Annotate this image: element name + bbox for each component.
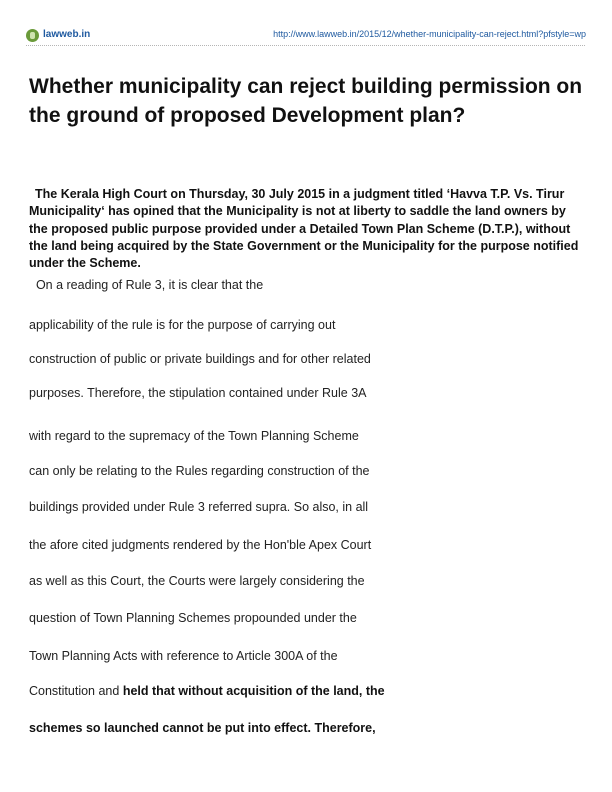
article-title: Whether municipality can reject building permission on the ground of proposed Development plan? <box>29 75 583 127</box>
body-line-10: question of Town Planning Schemes propounded under the <box>29 611 357 625</box>
body-line-12 <box>29 684 385 698</box>
page-header <box>26 26 586 44</box>
body-line-12-bold: held that without acquisition of the land, the <box>122 684 385 698</box>
body-line-13 <box>29 721 376 735</box>
site-name[interactable]: lawweb.in <box>43 29 91 40</box>
body-line-1: On a reading of Rule 3, it is clear that the <box>29 278 264 292</box>
article-lead-text: The Kerala High Court on Thursday, 30 July 2015 in a judgment titled ‘Havva T.P. Vs. Tirur Municipality‘ has opined that the Municipality is not at liberty to saddle the land owners by the proposed public purpose provided under a Detailed Town Plan Scheme (D.T.P.), without the land being acquired by the State Government or the Municipality for the purpose notified under the Scheme. <box>29 187 579 271</box>
body-line-6: can only be relating to the Rules regarding construction of the <box>29 464 370 478</box>
page-url[interactable]: http://www.lawweb.in/2015/12/whether-municipality-can-reject.html?pfstyle=wp <box>273 29 586 39</box>
article-lead <box>29 186 584 272</box>
body-line-2: applicability of the rule is for the purpose of carrying out <box>29 318 336 332</box>
body-line-13-bold: schemes so launched cannot be put into effect. Therefore, <box>29 721 376 735</box>
body-line-12-plain: Constitution and <box>29 684 123 698</box>
body-line-3: construction of public or private buildings and for other related <box>29 352 371 366</box>
lawweb-logo-icon <box>26 29 39 42</box>
body-line-9: as well as this Court, the Courts were largely considering the <box>29 574 365 588</box>
body-line-7: buildings provided under Rule 3 referred supra. So also, in all <box>29 500 369 514</box>
body-line-11: Town Planning Acts with reference to Article 300A of the <box>29 649 338 663</box>
header-divider <box>26 45 585 46</box>
body-line-5: with regard to the supremacy of the Town Planning Scheme <box>29 429 359 443</box>
body-line-4: purposes. Therefore, the stipulation contained under Rule 3A <box>29 386 367 400</box>
body-line-8: the afore cited judgments rendered by the Hon'ble Apex Court <box>29 538 372 552</box>
